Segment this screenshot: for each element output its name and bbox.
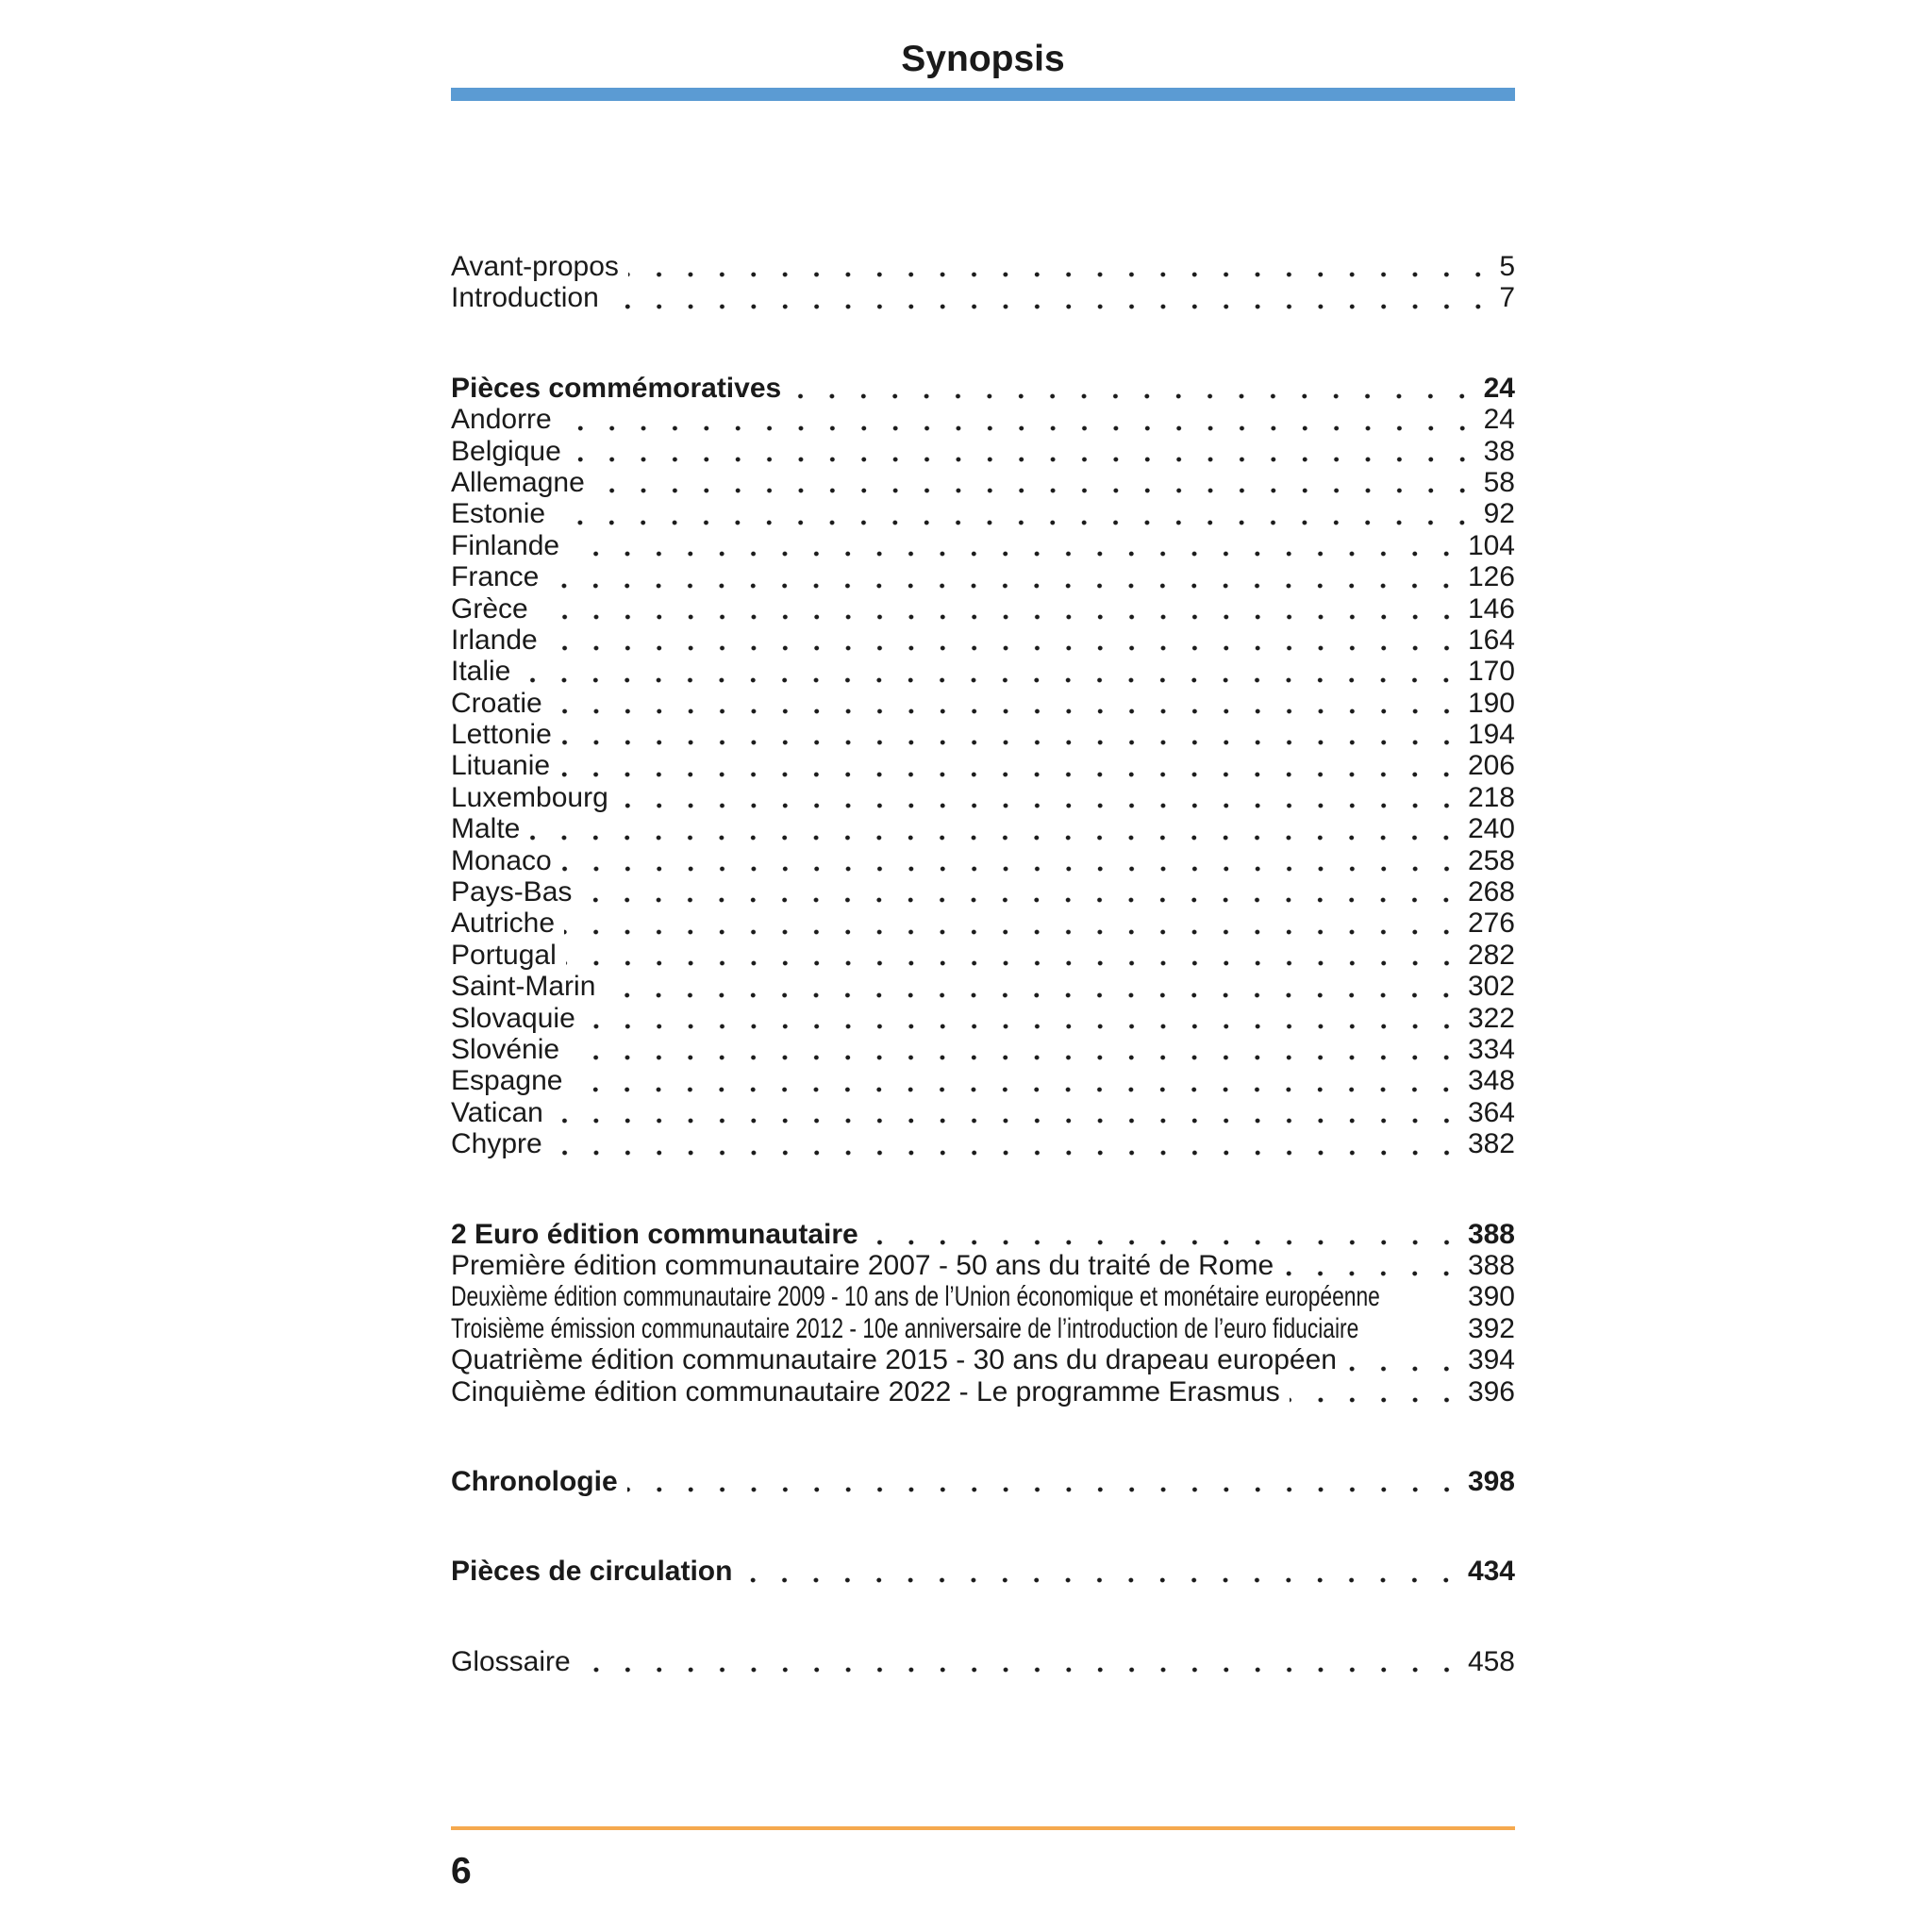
toc-entry-page: 194 xyxy=(1467,719,1515,751)
toc-entry-page: 24 xyxy=(1483,404,1515,436)
toc-entry-label: Belgique xyxy=(451,435,561,467)
dot-leader xyxy=(555,498,1478,529)
toc-entry-label: Irlande xyxy=(451,624,538,656)
toc-row xyxy=(451,1097,1515,1128)
toc-row xyxy=(451,1065,1515,1096)
toc-entry-page: 382 xyxy=(1467,1128,1515,1160)
toc-entry-label: Introduction xyxy=(451,282,599,314)
toc-row xyxy=(451,373,1515,404)
dot-leader xyxy=(580,1646,1462,1677)
toc-entry-page: 268 xyxy=(1467,876,1515,908)
toc-row xyxy=(451,467,1515,498)
toc-section xyxy=(451,1646,1515,1677)
toc-entry-page: 190 xyxy=(1467,687,1515,719)
toc-entry-label: Finlande xyxy=(451,529,560,561)
toc-entry-page: 24 xyxy=(1483,372,1515,404)
toc-entry-page: 392 xyxy=(1467,1312,1515,1344)
toc-row xyxy=(451,1344,1515,1375)
toc-row xyxy=(451,1281,1515,1312)
toc-row xyxy=(451,908,1515,939)
toc-row xyxy=(451,782,1515,813)
dot-leader xyxy=(520,656,1462,687)
toc-row xyxy=(451,688,1515,719)
dot-leader xyxy=(566,940,1462,971)
toc-row xyxy=(451,1466,1515,1497)
toc-entry-page: 126 xyxy=(1467,561,1515,593)
dot-leader xyxy=(561,719,1462,750)
toc-row xyxy=(451,656,1515,687)
toc-entry-page: 458 xyxy=(1467,1645,1515,1677)
toc-entry-label: Cinquième édition communautaire 2022 - Le programme Erasmus xyxy=(451,1375,1280,1407)
toc-entry-page: 394 xyxy=(1467,1344,1515,1376)
toc-entry-label: Monaco xyxy=(451,844,552,876)
toc-entry-label: Grèce xyxy=(451,592,528,625)
toc-row xyxy=(451,436,1515,467)
toc-row xyxy=(451,593,1515,625)
toc-entry-label: Première édition communautaire 2007 - 50 ans du traité de Rome xyxy=(451,1249,1274,1281)
dot-leader xyxy=(561,404,1478,435)
toc-row xyxy=(451,625,1515,656)
toc-entry-page: 38 xyxy=(1483,435,1515,467)
dot-leader xyxy=(553,1097,1462,1128)
toc-entry-label: Chypre xyxy=(451,1128,542,1160)
dot-leader xyxy=(552,1128,1462,1159)
toc-row xyxy=(451,1250,1515,1281)
dot-leader xyxy=(628,251,1493,282)
toc-entry-page: 170 xyxy=(1467,656,1515,688)
toc-entry-label: Espagne xyxy=(451,1065,563,1097)
dot-leader xyxy=(571,436,1478,467)
dot-leader xyxy=(627,1466,1462,1497)
toc-entry-label: Vatican xyxy=(451,1096,543,1128)
toc-row xyxy=(451,845,1515,876)
toc-row xyxy=(451,750,1515,781)
toc-entry-label: Estonie xyxy=(451,498,546,530)
toc-entry-label: Croatie xyxy=(451,687,542,719)
toc-entry-page: 388 xyxy=(1467,1249,1515,1281)
toc-row xyxy=(451,719,1515,750)
toc-entry-page: 396 xyxy=(1467,1375,1515,1407)
toc-row xyxy=(451,1646,1515,1677)
toc-entry-label: Deuxième édition communautaire 2009 - 10 ans de l’Union économique et monétaire européenne xyxy=(451,1281,1380,1313)
dot-leader xyxy=(559,750,1462,781)
toc-entry-page: 434 xyxy=(1467,1556,1515,1588)
dot-leader xyxy=(538,593,1462,625)
footer-divider-bar xyxy=(451,1826,1515,1830)
toc-entry-label: Slovaquie xyxy=(451,1002,575,1034)
dot-leader xyxy=(1283,1250,1462,1281)
toc-row xyxy=(451,498,1515,529)
toc-entry-label: Quatrième édition communautaire 2015 - 30 ans du drapeau européen xyxy=(451,1344,1337,1376)
toc-row xyxy=(451,1556,1515,1587)
toc-entry-label: Avant-propos xyxy=(451,251,619,282)
toc-entry-page: 146 xyxy=(1467,592,1515,625)
dot-leader xyxy=(569,1034,1462,1065)
toc-entry-page: 348 xyxy=(1467,1065,1515,1097)
toc-row xyxy=(451,251,1515,282)
toc-entry-label: Autriche xyxy=(451,908,556,940)
toc-row xyxy=(451,404,1515,435)
dot-leader xyxy=(561,845,1462,876)
toc-entry-page: 322 xyxy=(1467,1002,1515,1034)
dot-leader xyxy=(548,561,1462,592)
toc-entry-page: 58 xyxy=(1483,466,1515,498)
dot-leader xyxy=(618,782,1462,813)
toc-entry-page: 390 xyxy=(1467,1281,1515,1313)
toc-entry-label: Lituanie xyxy=(451,750,551,782)
toc-entry-label: Luxembourg xyxy=(451,781,608,813)
toc-entry-page: 206 xyxy=(1467,750,1515,782)
dot-leader xyxy=(581,876,1462,908)
toc-row xyxy=(451,1128,1515,1159)
toc-row xyxy=(451,282,1515,313)
title-divider-bar xyxy=(451,88,1515,101)
toc-entry-label: Pays-Bas xyxy=(451,876,573,908)
toc-entry-page: 334 xyxy=(1467,1033,1515,1065)
toc-entry-page: 302 xyxy=(1467,971,1515,1003)
toc-row xyxy=(451,1034,1515,1065)
toc-row xyxy=(451,1003,1515,1034)
toc-row xyxy=(451,1313,1515,1344)
toc-entry-page: 104 xyxy=(1467,529,1515,561)
toc-row xyxy=(451,940,1515,971)
toc-entry-page: 5 xyxy=(1499,251,1515,282)
dot-leader xyxy=(1290,1376,1462,1407)
dot-leader xyxy=(564,908,1462,939)
dot-leader xyxy=(529,813,1462,844)
toc-row xyxy=(451,1376,1515,1407)
toc-entry-label: Troisième émission communautaire 2012 - 10e anniversaire de l’introduction de l’euro fiduciaire xyxy=(451,1312,1359,1344)
toc-entry-label: Pièces de circulation xyxy=(451,1556,733,1588)
dot-leader xyxy=(547,625,1462,656)
toc-entry-label: Slovénie xyxy=(451,1033,560,1065)
toc-section xyxy=(451,1556,1515,1587)
dot-leader xyxy=(585,1003,1462,1034)
toc-entry-label: Allemagne xyxy=(451,466,585,498)
toc-entry-page: 398 xyxy=(1467,1465,1515,1497)
page-number-folio: 6 xyxy=(451,1851,472,1891)
dot-leader xyxy=(741,1556,1461,1587)
toc-entry-label: Lettonie xyxy=(451,719,552,751)
toc-entry-page: 164 xyxy=(1467,624,1515,656)
toc-entry-label: France xyxy=(451,561,540,593)
dot-leader xyxy=(1346,1344,1462,1375)
toc-entry-page: 7 xyxy=(1499,282,1515,314)
toc-entry-page: 218 xyxy=(1467,781,1515,813)
toc-section xyxy=(451,251,1515,314)
dot-leader xyxy=(569,530,1462,561)
toc-row xyxy=(451,876,1515,908)
toc-row xyxy=(451,561,1515,592)
toc-entry-page: 282 xyxy=(1467,939,1515,971)
toc-row xyxy=(451,1219,1515,1250)
toc-entry-label: 2 Euro édition communautaire xyxy=(451,1218,858,1250)
toc-entry-label: Italie xyxy=(451,656,511,688)
toc-entry-label: Saint-Marin xyxy=(451,971,596,1003)
toc-entry-label: Portugal xyxy=(451,939,557,971)
toc-row xyxy=(451,971,1515,1002)
toc-entry-label: Glossaire xyxy=(451,1645,571,1677)
toc-entry-label: Andorre xyxy=(451,404,552,436)
toc-entry-page: 92 xyxy=(1483,498,1515,530)
toc-entry-label: Chronologie xyxy=(451,1465,618,1497)
dot-leader xyxy=(608,282,1494,313)
dot-leader xyxy=(605,971,1462,1002)
toc-entry-page: 258 xyxy=(1467,844,1515,876)
toc-section xyxy=(451,1466,1515,1497)
toc-row xyxy=(451,813,1515,844)
toc-section xyxy=(451,1219,1515,1407)
dot-leader xyxy=(552,688,1462,719)
toc-row xyxy=(451,530,1515,561)
toc-section xyxy=(451,373,1515,1160)
toc xyxy=(451,251,1515,1677)
toc-entry-label: Pièces commémoratives xyxy=(451,372,782,404)
toc-entry-page: 276 xyxy=(1467,908,1515,940)
toc-entry-page: 364 xyxy=(1467,1096,1515,1128)
toc-entry-label: Malte xyxy=(451,813,521,845)
dot-leader xyxy=(594,467,1478,498)
page-title: Synopsis xyxy=(901,39,1065,79)
dot-leader xyxy=(791,373,1477,404)
dot-leader xyxy=(868,1219,1462,1250)
toc-entry-page: 240 xyxy=(1467,813,1515,845)
dot-leader xyxy=(572,1065,1462,1096)
toc-entry-page: 388 xyxy=(1467,1218,1515,1250)
